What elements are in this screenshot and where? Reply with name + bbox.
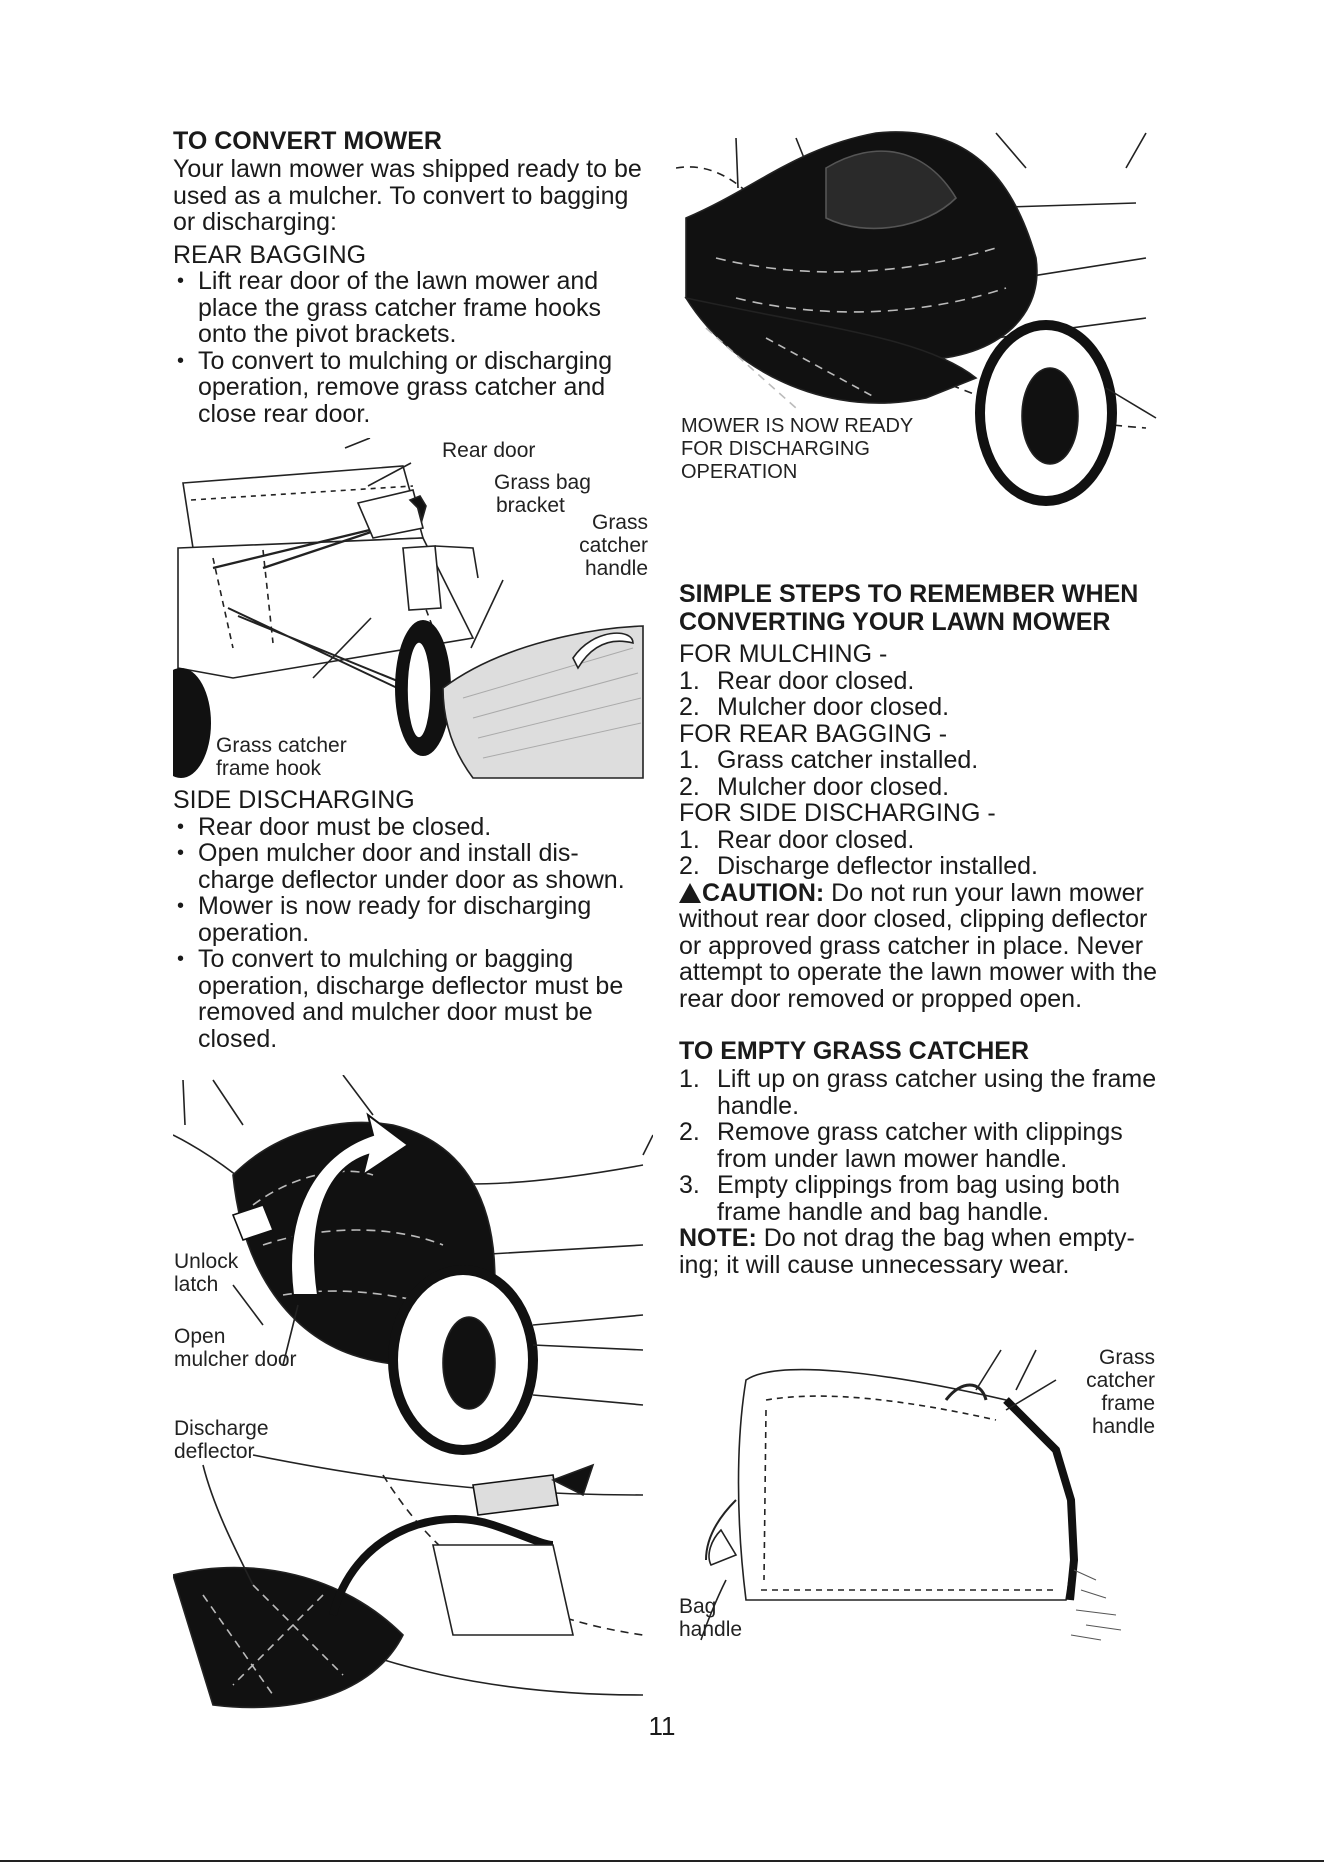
label-rear-door: Rear door xyxy=(442,439,536,462)
list-item: • Rear door must be closed. xyxy=(173,814,653,841)
side-discharging-heading: SIDE DISCHARGING xyxy=(173,786,415,814)
list-item: • Mower is now ready for discharging operation. xyxy=(173,893,653,946)
label-open-door-1: Open xyxy=(174,1325,226,1348)
bottom-divider xyxy=(0,1860,1324,1862)
side-heading: FOR SIDE DISCHARGING - xyxy=(679,799,996,827)
label-bag-handle-2: handle xyxy=(679,1618,743,1641)
right-column xyxy=(679,581,1159,1278)
list-item: • Lift rear door of the lawn mower and place the grass catcher frame hooks onto the pivot brackets. xyxy=(173,268,653,348)
side-discharging-section xyxy=(173,787,653,1052)
label-catcher-handle-1: Grass xyxy=(591,511,648,534)
list-item: • Open mulcher door and install dis-charge deflector under door as shown. xyxy=(173,840,653,893)
label-deflector-1: Discharge xyxy=(174,1417,269,1440)
mulching-heading: FOR MULCHING - xyxy=(679,640,888,668)
list-item: 1. Rear door closed. xyxy=(679,666,915,695)
list-item: • To convert to mulching or discharging operation, remove grass catcher and close rear door. xyxy=(173,348,653,428)
left-column xyxy=(173,128,653,427)
list-item: • To convert to mulching or bagging operation, discharge deflector must be removed and mulcher door must be closed. xyxy=(173,946,653,1052)
convert-mower-heading: TO CONVERT MOWER xyxy=(173,127,442,155)
list-item: 1. Grass catcher installed. xyxy=(679,746,979,774)
label-frame-hook-1: Grass catcher xyxy=(216,734,347,757)
label-catcher-handle-3: handle xyxy=(584,557,648,580)
convert-intro: Your lawn mower was shipped ready to be used as a mulcher. To convert to bagging or discharging: xyxy=(173,155,642,236)
label-grass-bag-bracket-2: bracket xyxy=(496,494,565,517)
side-discharge-illustration xyxy=(173,1075,653,1715)
label-frame-handle-1: Grass xyxy=(1098,1346,1155,1369)
list-item: 3. Empty clippings from bag using both frame handle and bag handle. xyxy=(679,1171,1120,1226)
label-open-door-2: mulcher door xyxy=(174,1348,297,1371)
label-unlock-1: Unlock xyxy=(174,1250,239,1273)
rear-bagging-heading: REAR BAGGING xyxy=(173,240,367,269)
caution-text: Do not run your lawn mower without rear door closed, clipping deflector or approved grass catcher in place. Never attempt to operate the lawn mower with the rear door removed or propped open. xyxy=(679,878,1158,1013)
label-ready-2: FOR DISCHARGING xyxy=(681,438,870,460)
bagging-list xyxy=(679,747,1159,800)
label-frame-handle-4: handle xyxy=(1091,1415,1155,1438)
side-discharging-list xyxy=(173,814,653,1053)
label-bag-handle-1: Bag xyxy=(679,1595,717,1618)
simple-steps-heading-1: SIMPLE STEPS TO REMEMBER WHEN xyxy=(679,580,1139,608)
list-item: 1. Rear door closed. xyxy=(679,825,915,854)
note-text: Do not drag the bag when empty-ing; it will cause unnecessary wear. xyxy=(679,1224,1135,1279)
label-ready-3: OPERATION xyxy=(681,461,798,483)
list-item: 2. Mulcher door closed. xyxy=(679,693,950,721)
side-list xyxy=(679,827,1159,880)
rear-bagging-list xyxy=(173,268,653,427)
caution-label: CAUTION: xyxy=(702,878,825,907)
simple-steps-heading-2: CONVERTING YOUR LAWN MOWER xyxy=(679,608,1111,636)
label-deflector-2: deflector xyxy=(174,1440,255,1463)
label-unlock-2: latch xyxy=(174,1273,219,1296)
label-ready-1: MOWER IS NOW READY xyxy=(681,415,914,437)
list-item: 2. Discharge deflector installed. xyxy=(679,852,1038,880)
label-frame-handle-3: frame xyxy=(1101,1392,1155,1415)
list-item: 1. Lift up on grass catcher using the frame handle. xyxy=(679,1065,1157,1120)
label-grass-bag-bracket-1: Grass bag xyxy=(494,471,591,494)
empty-catcher-heading: TO EMPTY GRASS CATCHER xyxy=(679,1037,1030,1065)
note-paragraph xyxy=(679,1225,1159,1278)
warning-icon xyxy=(679,883,701,903)
list-item: 2. Mulcher door closed. xyxy=(679,772,950,801)
label-catcher-handle-2: catcher xyxy=(579,534,648,557)
label-frame-hook-2: frame hook xyxy=(216,757,322,780)
label-frame-handle-2: catcher xyxy=(1086,1369,1155,1392)
note-label: NOTE: xyxy=(679,1224,757,1252)
list-item: 2. Remove grass catcher with clippings from under lawn mower handle. xyxy=(679,1118,1123,1173)
page-number: 11 xyxy=(648,1711,676,1741)
mulching-list xyxy=(679,668,1159,721)
empty-catcher-list xyxy=(679,1066,1159,1225)
caution-paragraph xyxy=(679,880,1159,1013)
bagging-heading: FOR REAR BAGGING - xyxy=(679,719,948,748)
